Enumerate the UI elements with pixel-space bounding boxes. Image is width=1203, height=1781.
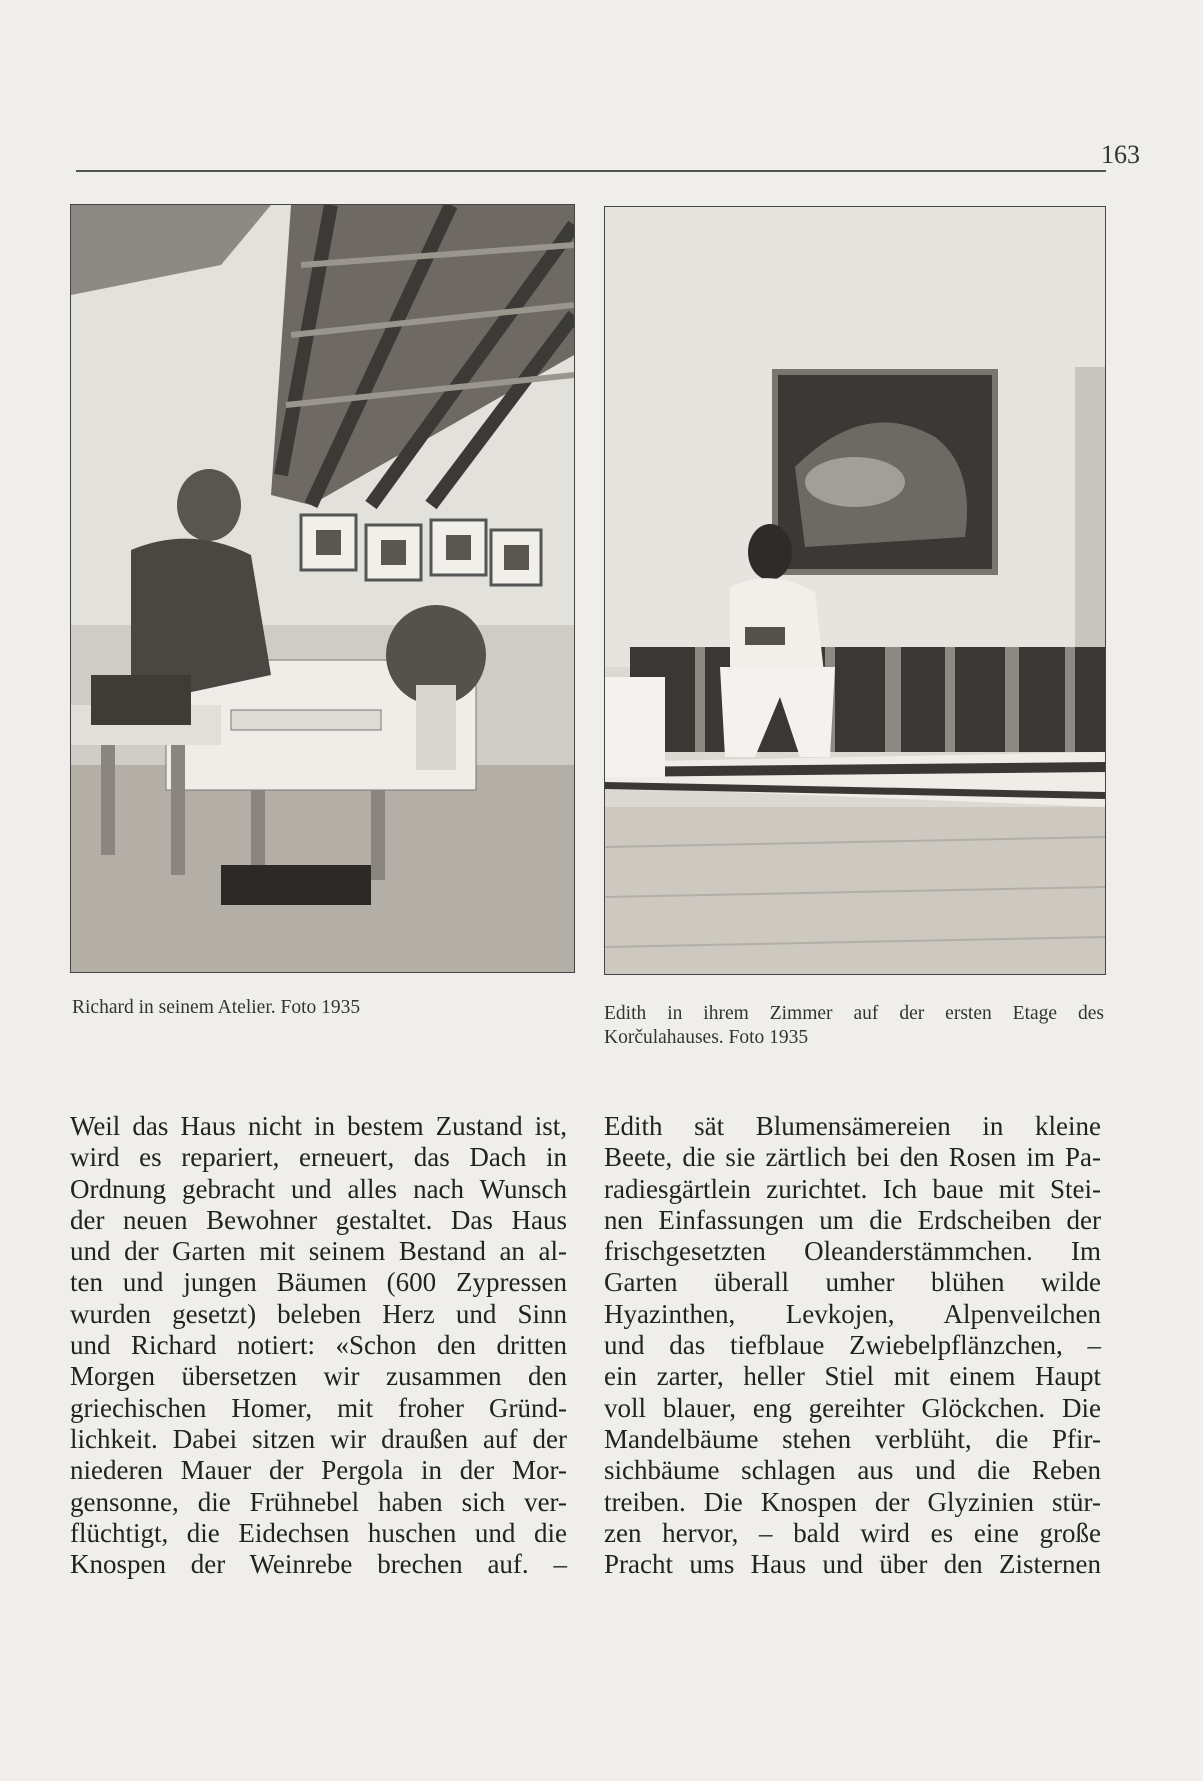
text-line: Knospen der Weinrebe brechen auf. – <box>70 1549 567 1580</box>
text-line: griechischen Homer, mit froher Gründ- <box>70 1392 567 1423</box>
text-line: frischgesetzten Oleanderstämmchen. Im <box>604 1236 1101 1267</box>
text-line: wurden gesetzt) beleben Herz und Sinn <box>70 1298 567 1329</box>
text-line: ten und jungen Bäumen (600 Zypressen <box>70 1267 567 1298</box>
photo-richard-atelier <box>70 204 575 973</box>
text-line: Beete, die sie zärtlich bei den Rosen im Pa- <box>604 1142 1101 1173</box>
text-line: sichbäume schlagen aus und die Reben <box>604 1455 1101 1486</box>
text-line: Hyazinthen, Levkojen, Alpenveilchen <box>604 1298 1101 1329</box>
text-line: Ordnung gebracht und alles nach Wunsch <box>70 1173 567 1204</box>
photo-edith-room <box>604 206 1106 975</box>
text-line: und der Garten mit seinem Bestand an al- <box>70 1236 567 1267</box>
text-line: radiesgärtlein zurichtet. Ich baue mit Stei- <box>604 1173 1101 1204</box>
photo-richard-atelier-image <box>71 205 574 972</box>
text-line: Edith sät Blumensämereien in kleine <box>604 1111 1101 1141</box>
text-line: zen hervor, – bald wird es eine große <box>604 1517 1101 1548</box>
text-line: Garten überall umher blühen wilde <box>604 1267 1101 1298</box>
text-line: treiben. Die Knospen der Glyzinien stür- <box>604 1486 1101 1517</box>
text-line: niederen Mauer der Pergola in der Mor- <box>70 1455 567 1486</box>
caption-richard: Richard in seinem Atelier. Foto 1935 <box>72 997 361 1018</box>
text-line: ein zarter, heller Stiel mit einem Haupt <box>604 1361 1101 1392</box>
text-line: nen Einfassungen um die Erdscheiben der <box>604 1204 1101 1235</box>
text-line: Weil das Haus nicht in bestem Zustand ist, <box>70 1111 567 1141</box>
caption-edith-line: Edith in ihrem Zimmer auf der ersten Etage des <box>604 1003 1104 1024</box>
text-line: der neuen Bewohner gestaltet. Das Haus <box>70 1204 567 1235</box>
page-number: 163 <box>1101 140 1140 169</box>
caption-edith-line: Korčulahauses. Foto 1935 <box>604 1027 809 1048</box>
text-line: Mandelbäume stehen verblüht, die Pfir- <box>604 1423 1101 1454</box>
text-line: und Richard notiert: «Schon den dritten <box>70 1330 567 1361</box>
text-line: wird es repariert, erneuert, das Dach in <box>70 1142 567 1173</box>
text-line: voll blauer, eng gereihter Glöckchen. Die <box>604 1392 1101 1423</box>
text-line: gensonne, die Frühnebel haben sich ver- <box>70 1486 567 1517</box>
caption-edith <box>604 1002 1104 1050</box>
text-line: lichkeit. Dabei sitzen wir draußen auf der <box>70 1423 567 1454</box>
text-line: Morgen übersetzen wir zusammen den <box>70 1361 567 1392</box>
text-line: Pracht ums Haus und über den Zisternen <box>604 1549 1101 1580</box>
photo-edith-room-image <box>605 207 1105 974</box>
text-line: flüchtigt, die Eidechsen huschen und die <box>70 1517 567 1548</box>
text-column-right <box>604 1111 1101 1580</box>
text-column-left <box>70 1111 567 1580</box>
header-rule <box>76 170 1106 172</box>
text-line: und das tiefblaue Zwiebelpflänzchen, – <box>604 1330 1101 1361</box>
